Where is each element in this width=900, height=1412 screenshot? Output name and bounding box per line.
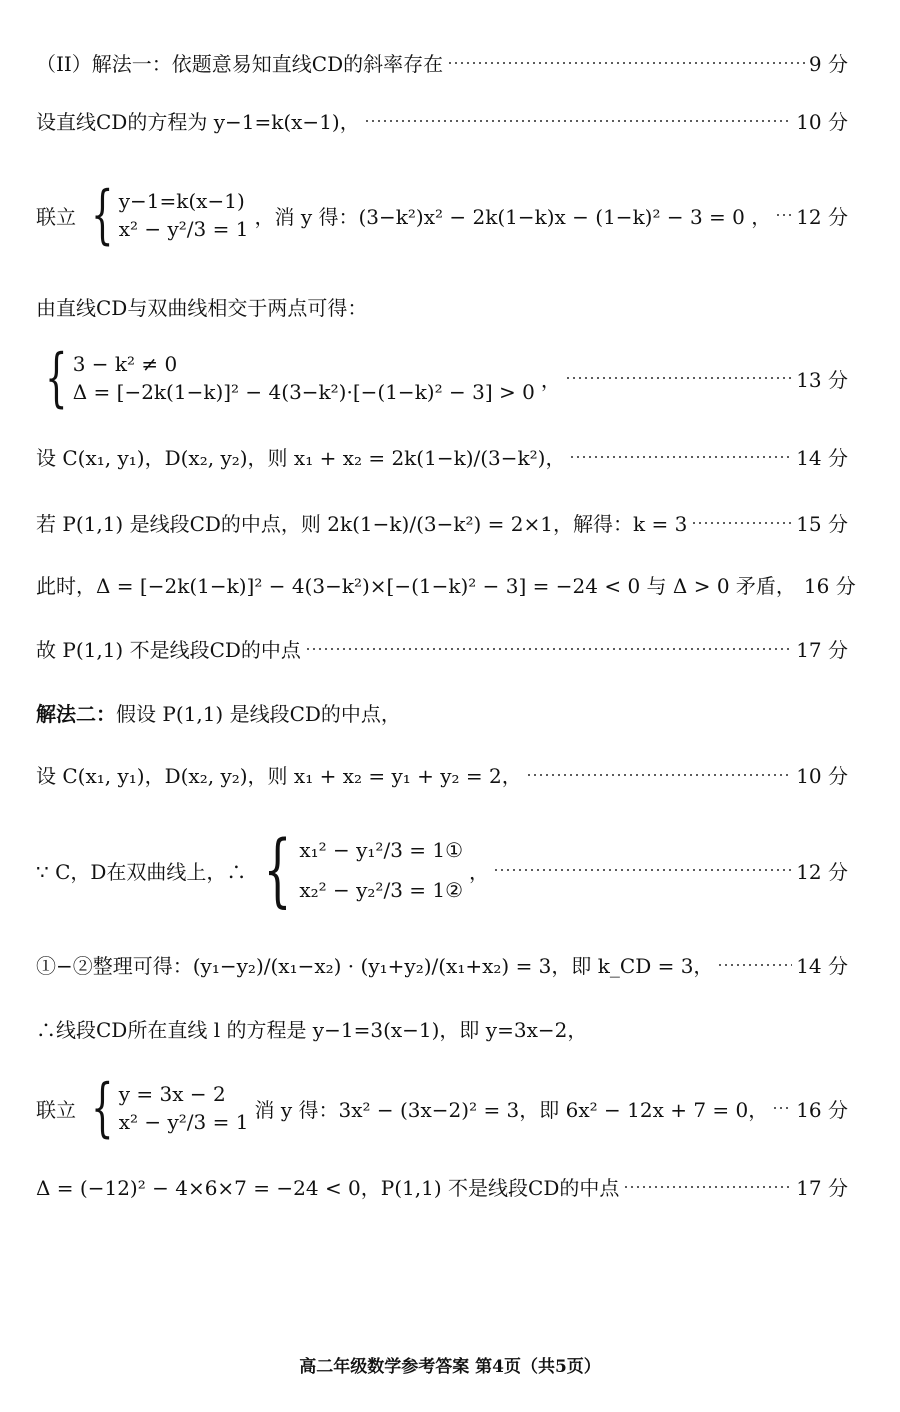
line-text: ∴线段CD所在直线 l 的方程是 y−1=3(x−1)，即 y=3x−2， <box>36 1018 588 1042</box>
line-text: （II）解法一：依题意易知直线CD的斜率存在 <box>36 52 444 76</box>
equation-system <box>36 341 535 415</box>
line-suffix: ，消 y 得：(3−k²)x² − 2k(1−k)x − (1−k)² − 3 = 0 ， <box>254 204 772 229</box>
line-suffix: 消 y 得：3x² − (3x−2)² = 3，即 6x² − 12x + 7 = 0， <box>254 1097 769 1122</box>
line-text: 设 C(x₁, y₁)，D(x₂, y₂)，则 x₁ + x₂ = 2k(1−k)/(3−k²)， <box>36 446 566 470</box>
score: 16 分 <box>803 574 856 598</box>
score: 17 分 <box>796 638 848 662</box>
line-prefix: 联立 <box>36 204 76 229</box>
answer-line-9 <box>36 634 848 663</box>
leader-dots <box>623 1186 792 1188</box>
score: 17 分 <box>796 1176 848 1200</box>
score: 14 分 <box>796 954 848 978</box>
score: 13 分 <box>796 367 848 392</box>
brace-icon: { <box>45 341 68 415</box>
leader-dots <box>447 62 805 64</box>
answer-line-13 <box>36 950 848 979</box>
answer-line-15 <box>36 1064 848 1152</box>
line-text: 此时，Δ = [−2k(1−k)]² − 4(3−k²)×[−(1−k)² − 3] = −24 < 0 与 Δ > 0 矛盾， <box>36 574 796 598</box>
score: 10 分 <box>796 764 848 788</box>
score: 14 分 <box>796 446 848 470</box>
answer-line-16 <box>36 1172 848 1201</box>
leader-dots <box>493 869 792 871</box>
line-text: 设 C(x₁, y₁)，D(x₂, y₂)，则 x₁ + x₂ = y₁ + y₂ = 2， <box>36 764 522 788</box>
line-prefix: 联立 <box>36 1097 76 1122</box>
brace-icon: { <box>91 178 114 252</box>
line-text: 故 P(1,1) 不是线段CD的中点 <box>36 638 301 662</box>
score: 15 分 <box>796 512 848 536</box>
line-suffix: ， <box>540 367 561 392</box>
system-row: x² − y²/3 = 1 <box>118 217 249 241</box>
answer-line-14 <box>36 1014 848 1043</box>
answer-line-7 <box>36 508 848 537</box>
line-text: 若 P(1,1) 是线段CD的中点，则 2k(1−k)/(3−k²) = 2×1，解得：k = 3 <box>36 512 688 536</box>
system-row: 3 − k² ≠ 0 <box>72 352 178 376</box>
leader-dots <box>691 522 792 524</box>
answer-line-4 <box>36 292 848 321</box>
leader-dots <box>717 964 792 966</box>
leader-dots <box>772 1107 792 1109</box>
system-row: x² − y²/3 = 1 <box>118 1110 249 1134</box>
leader-dots <box>526 774 792 776</box>
brace-icon: { <box>263 823 292 916</box>
answer-line-1 <box>36 48 848 77</box>
system-row: Δ = [−2k(1−k)]² − 4(3−k²)·[−(1−k)² − 3] > 0 <box>72 380 535 404</box>
brace-icon: { <box>91 1071 114 1145</box>
line-suffix: ， <box>469 859 490 884</box>
page-footer: 高二年级数学参考答案 第4页（共5页） <box>299 1357 601 1377</box>
answer-line-3 <box>36 170 848 260</box>
answer-line-10 <box>36 698 848 727</box>
system-row: x₂² − y₂²/3 = 1② <box>299 878 464 902</box>
leader-dots <box>565 377 792 379</box>
system-row: x₁² − y₁²/3 = 1① <box>299 838 464 862</box>
answer-line-12 <box>36 818 848 922</box>
line-text: Δ = (−12)² − 4×6×7 = −24 < 0，P(1,1) 不是线段CD的中点 <box>36 1176 620 1200</box>
line-prefix: ∵ C，D在双曲线上，∴ <box>36 859 247 884</box>
score: 9 分 <box>808 52 848 76</box>
method-label: 解法二： <box>36 702 116 726</box>
answer-line-11 <box>36 760 848 789</box>
system-row: y = 3x − 2 <box>118 1082 226 1106</box>
leader-dots <box>569 456 792 458</box>
leader-dots <box>305 648 792 650</box>
score: 12 分 <box>796 204 848 229</box>
leader-dots <box>775 214 792 216</box>
leader-dots <box>364 120 792 122</box>
equation-system <box>82 178 249 252</box>
answer-line-5 <box>36 338 848 418</box>
system-row: y−1=k(x−1) <box>118 189 245 213</box>
answer-line-8 <box>36 570 856 599</box>
line-text: 假设 P(1,1) 是线段CD的中点， <box>116 702 401 726</box>
score: 12 分 <box>796 859 848 884</box>
score: 16 分 <box>796 1097 848 1122</box>
line-text: ①−②整理可得：(y₁−y₂)/(x₁−x₂) · (y₁+y₂)/(x₁+x₂) = 3，即 k_CD = 3， <box>36 954 714 978</box>
score: 10 分 <box>796 110 848 134</box>
equation-system <box>252 823 464 916</box>
equation-system <box>82 1071 249 1145</box>
line-text: 设直线CD的方程为 y−1=k(x−1)， <box>36 110 360 134</box>
answer-line-6 <box>36 442 848 471</box>
line-text: 由直线CD与双曲线相交于两点可得： <box>36 296 368 320</box>
answer-line-2 <box>36 106 848 135</box>
